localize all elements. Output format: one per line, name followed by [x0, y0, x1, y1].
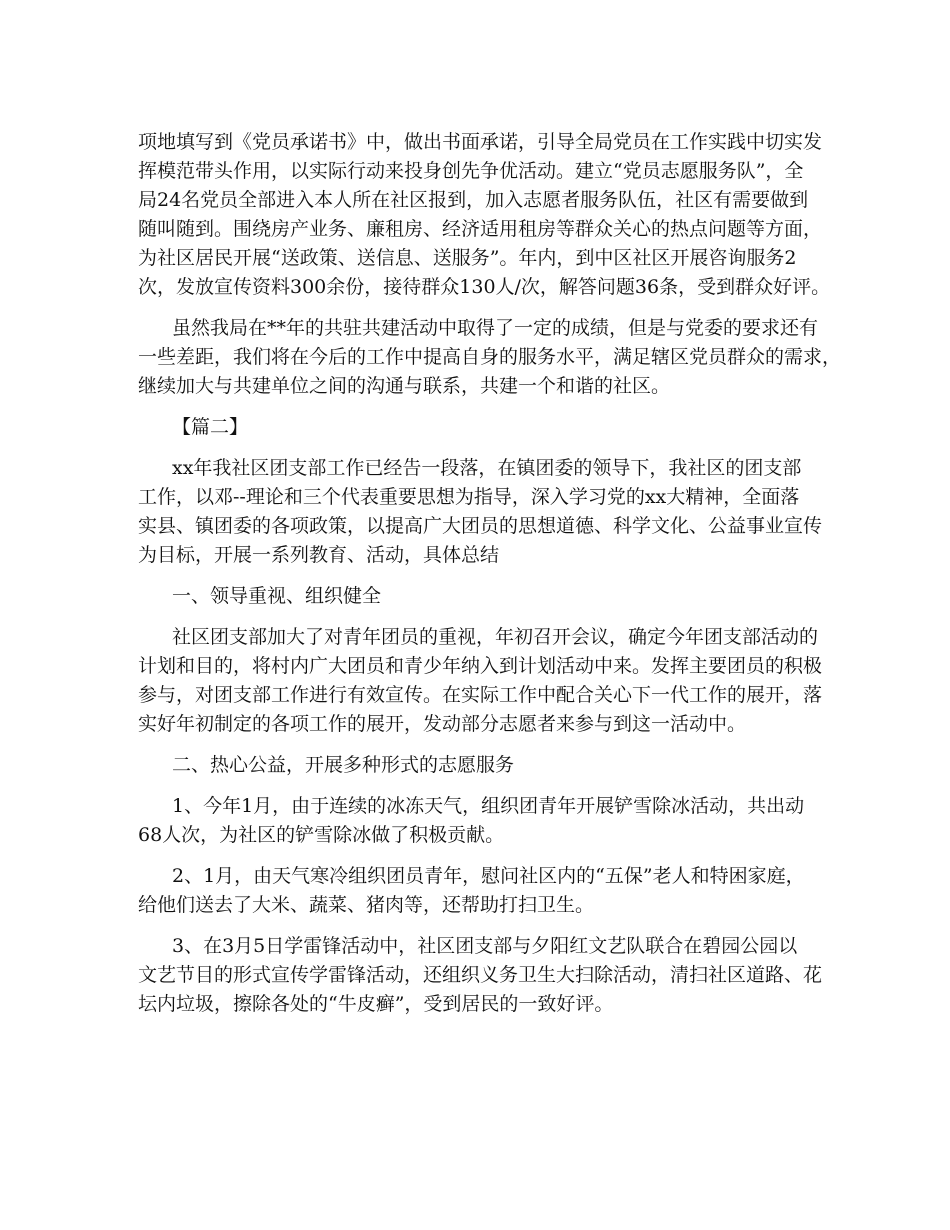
section-heading-part-two: 【篇二】: [172, 416, 249, 438]
text-line: 文艺节目的形式宣传学雷锋活动，还组织义务卫生大扫除活动，清扫社区道路、花: [138, 964, 823, 986]
text-line: 虽然我局在**年的共驻共建活动中取得了一定的成绩，但是与党委的要求还有: [172, 317, 819, 339]
text-line: 68人次，为社区的铲雪除冰做了积极贡献。: [138, 824, 505, 846]
text-line: 一些差距，我们将在今后的工作中提高自身的服务水平，满足辖区党员群众的需求，: [138, 346, 842, 368]
section-heading-leadership: 一、领导重视、组织健全: [172, 585, 382, 607]
paragraph-summary-gap: [138, 314, 842, 401]
text-line: 2、1月，由天气寒冷组织团员青年，慰问社区内的“五保”老人和特困家庭，: [172, 865, 805, 887]
section-heading-volunteer-service: 二、热心公益，开展多种形式的志愿服务: [172, 754, 515, 776]
paragraph-party-commitment: [138, 128, 831, 302]
text-line: 坛内垃圾，擦除各处的“牛皮癣”，受到居民的一致好评。: [138, 993, 614, 1015]
text-line: 局24名党员全部进入本人所在社区报到，加入志愿者服务队伍，社区有需要做到: [138, 189, 809, 211]
paragraph-item-3: [138, 932, 823, 1019]
text-line: 3、在3月5日学雷锋活动中，社区团支部与夕阳红文艺队联合在碧园公园以: [172, 935, 798, 957]
text-line: 实好年初制定的各项工作的展开，发动部分志愿者来参与到这一活动中。: [138, 713, 747, 735]
text-line: 次，发放宣传资料300余份，接待群众130人/次，解答问题36条，受到群众好评。: [138, 276, 831, 298]
text-line: 实县、镇团委的各项政策，以提高广大团员的思想道德、科学文化、公益事业宣传: [138, 515, 823, 537]
paragraph-item-1: [138, 792, 818, 850]
text-line: 项地填写到《党员承诺书》中，做出书面承诺，引导全局党员在工作实践中切实发: [138, 131, 823, 153]
text-line: 继续加大与共建单位之间的沟通与联系，共建一个和谐的社区。: [138, 375, 671, 397]
text-line: 随叫随到。围绕房产业务、廉租房、经济适用租房等群众关心的热点问题等方面，: [138, 218, 823, 240]
text-line: 社区团支部加大了对青年团员的重视，年初召开会议，确定今年团支部活动的: [172, 626, 819, 648]
paragraph-youth-league-intro: [138, 454, 823, 570]
paragraph-item-2: [138, 862, 818, 920]
paragraph-leadership: [138, 623, 823, 739]
text-line: 挥模范带头作用，以实际行动来投身创先争优活动。建立“党员志愿服务队”，全: [138, 160, 804, 182]
text-line: xx年我社区团支部工作已经告一段落，在镇团委的领导下，我社区的团支部: [172, 457, 802, 479]
text-line: 1、今年1月，由于连续的冰冻天气，组织团青年开展铲雪除冰活动，共出动: [172, 795, 805, 817]
text-line: 为社区居民开展“送政策、送信息、送服务”。年内，到中区社区开展咨询服务2: [138, 247, 797, 269]
document-body: [138, 128, 842, 1031]
text-line: 给他们送去了大米、蔬菜、猪肉等，还帮助打扫卫生。: [138, 894, 595, 916]
text-line: 工作，以邓--理论和三个代表重要思想为指导，深入学习党的xx大精神，全面落: [138, 486, 800, 508]
text-line: 参与，对团支部工作进行有效宣传。在实际工作中配合关心下一代工作的展开，落: [138, 684, 823, 706]
text-line: 为目标，开展一系列教育、活动，具体总结: [138, 544, 500, 566]
text-line: 计划和目的，将村内广大团员和青少年纳入到计划活动中来。发挥主要团员的积极: [138, 655, 823, 677]
